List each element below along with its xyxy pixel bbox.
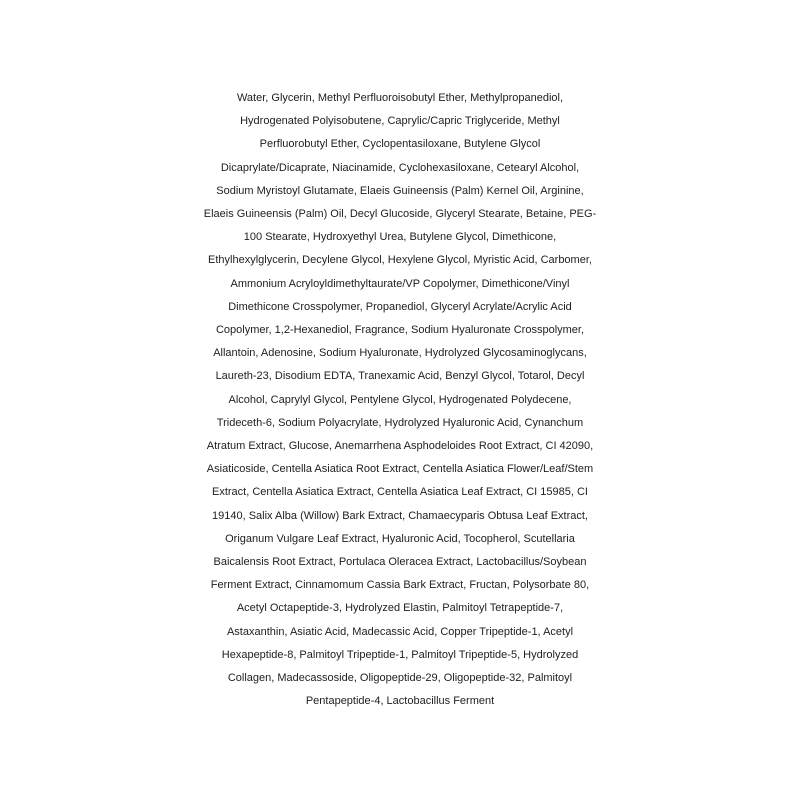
ingredients-line: Hexapeptide-8, Palmitoyl Tripeptide-1, Palmitoyl Tripeptide-5, Hydrolyzed	[221, 648, 579, 661]
ingredients-line: Collagen, Madecassoside, Oligopeptide-29, Oligopeptide-32, Palmitoyl	[227, 672, 573, 685]
ingredients-line: Origanum Vulgare Leaf Extract, Hyaluronic Acid, Tocopherol, Scutellaria	[225, 532, 575, 545]
ingredients-line: Laureth-23, Disodium EDTA, Tranexamic Acid, Benzyl Glycol, Totarol, Decyl	[215, 370, 585, 383]
ingredients-line: Acetyl Octapeptide-3, Hydrolyzed Elastin, Palmitoyl Tetrapeptide-7,	[236, 602, 564, 615]
ingredients-line: Hydrogenated Polyisobutene, Caprylic/Capric Triglyceride, Methyl	[240, 115, 560, 128]
ingredients-line: 19140, Salix Alba (Willow) Bark Extract, Chamaecyparis Obtusa Leaf Extract,	[212, 509, 588, 522]
ingredients-line: Allantoin, Adenosine, Sodium Hyaluronate, Hydrolyzed Glycosaminoglycans,	[213, 347, 587, 360]
ingredients-line: Water, Glycerin, Methyl Perfluoroisobutyl Ether, Methylpropanediol,	[236, 92, 564, 104]
ingredients-line: Dimethicone Crosspolymer, Propanediol, Glyceryl Acrylate/Acrylic Acid	[228, 300, 572, 313]
ingredients-line: Pentapeptide-4, Lactobacillus Ferment	[305, 695, 495, 708]
ingredients-line: Baicalensis Root Extract, Portulaca Oleracea Extract, Lactobacillus/Soybean	[213, 556, 587, 569]
ingredients-line: Atratum Extract, Glucose, Anemarrhena Asphodeloides Root Extract, CI 42090,	[206, 440, 594, 453]
ingredients-list	[0, 87, 800, 713]
ingredients-line: 100 Stearate, Hydroxyethyl Urea, Butylene Glycol, Dimethicone,	[243, 231, 557, 244]
ingredients-line: Ethylhexylglycerin, Decylene Glycol, Hexylene Glycol, Myristic Acid, Carbomer,	[208, 254, 592, 267]
ingredients-line: Sodium Myristoyl Glutamate, Elaeis Guineensis (Palm) Kernel Oil, Arginine,	[216, 184, 584, 197]
ingredients-line: Elaeis Guineensis (Palm) Oil, Decyl Glucoside, Glyceryl Stearate, Betaine, PEG-	[203, 208, 597, 221]
ingredients-line: Trideceth-6, Sodium Polyacrylate, Hydrolyzed Hyaluronic Acid, Cynanchum	[216, 416, 584, 429]
ingredients-line: Perfluorobutyl Ether, Cyclopentasiloxane, Butylene Glycol	[259, 138, 541, 151]
ingredients-line: Alcohol, Caprylyl Glycol, Pentylene Glycol, Hydrogenated Polydecene,	[228, 393, 572, 406]
ingredients-line: Extract, Centella Asiatica Extract, Centella Asiatica Leaf Extract, CI 15985, CI	[211, 486, 588, 499]
ingredients-line: Asiaticoside, Centella Asiatica Root Extract, Centella Asiatica Flower/Leaf/Stem	[206, 463, 594, 476]
ingredients-line: Astaxanthin, Asiatic Acid, Madecassic Acid, Copper Tripeptide-1, Acetyl	[226, 625, 574, 638]
ingredients-line: Ammonium Acryloyldimethyltaurate/VP Copolymer, Dimethicone/Vinyl	[230, 277, 570, 290]
ingredients-line: Copolymer, 1,2-Hexanediol, Fragrance, Sodium Hyaluronate Crosspolymer,	[215, 324, 585, 337]
ingredients-line: Dicaprylate/Dicaprate, Niacinamide, Cyclohexasiloxane, Cetearyl Alcohol,	[220, 161, 580, 174]
ingredients-line: Ferment Extract, Cinnamomum Cassia Bark Extract, Fructan, Polysorbate 80,	[210, 579, 590, 592]
